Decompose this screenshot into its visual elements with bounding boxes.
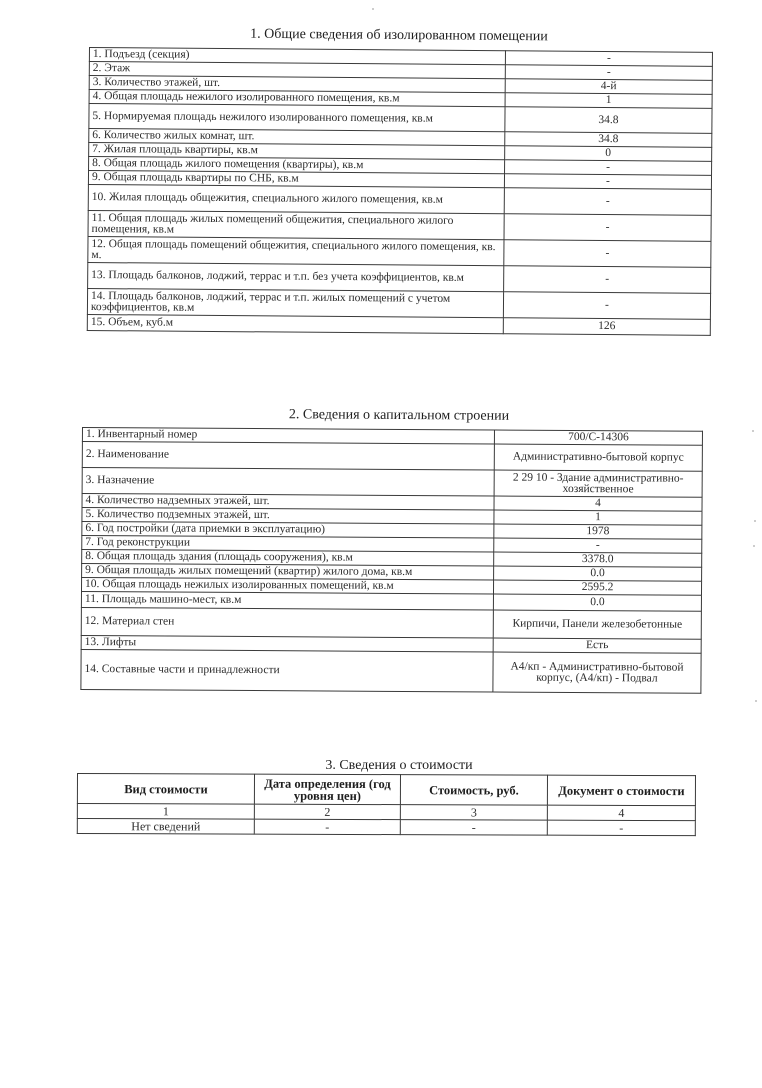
row-label: 4. Количество надземных этажей, шт. bbox=[82, 494, 494, 511]
column-header: Стоимость, руб. bbox=[400, 775, 547, 806]
row-value: 700/C-14306 bbox=[494, 430, 702, 445]
row-value: 2 29 10 - Здание административно-хозяйственное bbox=[494, 470, 702, 497]
row-value: - bbox=[504, 214, 711, 242]
scan-speck bbox=[753, 545, 755, 547]
row-label: 9. Общая площадь квартиры по СНБ, кв.м bbox=[88, 171, 504, 188]
table-row bbox=[82, 442, 702, 472]
row-value: 0.0 bbox=[494, 566, 702, 581]
row-value: А4/кп - Административно-бытовой корпус, (А4/кп) - Подвал bbox=[493, 652, 701, 693]
section3-title: 3. Сведения о стоимости bbox=[325, 758, 473, 773]
row-label: 1. Подъезд (секция) bbox=[89, 48, 505, 65]
row-value: Кирпичи, Панели железобетонные bbox=[493, 610, 701, 639]
row-value: - bbox=[504, 240, 711, 268]
row-label: 11. Общая площадь жилых помещений общежития, специального жилого помещения, кв.м bbox=[88, 210, 504, 239]
row-value: 2595.2 bbox=[493, 580, 701, 595]
column-header: Вид стоимости bbox=[77, 774, 254, 805]
table-header-row bbox=[77, 774, 695, 806]
row-value: 4-й bbox=[505, 79, 712, 95]
row-label: 12. Материал стен bbox=[81, 607, 493, 638]
column-number: 4 bbox=[547, 805, 695, 821]
column-header: Документ о стоимости bbox=[547, 775, 695, 806]
row-label: 5. Нормируемая площадь нежилого изолированного помещения, кв.м bbox=[89, 104, 505, 132]
row-label: 14. Составные части и принадлежности bbox=[81, 649, 493, 692]
section2-table bbox=[80, 427, 703, 694]
row-label: 2. Этаж bbox=[89, 62, 505, 79]
row-value: 34.8 bbox=[505, 132, 712, 148]
column-number: 3 bbox=[400, 805, 547, 821]
column-header: Дата определения (год уровня цен) bbox=[254, 774, 400, 805]
row-value: - bbox=[494, 538, 702, 553]
row-value: 1978 bbox=[494, 524, 702, 539]
row-value: - bbox=[505, 65, 712, 81]
table-row bbox=[81, 649, 701, 693]
scan-speck bbox=[372, 8, 374, 10]
row-label: 7. Жилая площадь квартиры, кв.м bbox=[89, 143, 505, 160]
row-label: 3. Количество этажей, шт. bbox=[89, 76, 505, 93]
row-value: 126 bbox=[503, 318, 710, 336]
row-value: - bbox=[505, 51, 712, 67]
row-label: 15. Объем, куб.м bbox=[87, 314, 503, 333]
section2-title: 2. Сведения о капитальном строении bbox=[288, 407, 510, 424]
section1-table bbox=[87, 47, 713, 336]
section1-title: 1. Общие сведения об изолированном помещении bbox=[250, 26, 548, 45]
column-number: 2 bbox=[254, 804, 400, 820]
row-label: 10. Жилая площадь общежития, специального жилого помещения, кв.м bbox=[88, 184, 504, 213]
row-value: - bbox=[504, 188, 711, 216]
scan-speck bbox=[755, 700, 757, 702]
row-label: 13. Площадь балконов, лоджий, террас и т.п. без учета коэффициентов, кв.м bbox=[88, 262, 504, 291]
row-value: - bbox=[504, 174, 711, 190]
row-value: Есть bbox=[493, 638, 701, 653]
scan-speck bbox=[754, 520, 756, 522]
row-value: 1 bbox=[505, 93, 712, 109]
row-label: 6. Год постройки (дата приемки в эксплуатацию) bbox=[82, 522, 494, 539]
row-value: Административно-бытовой корпус bbox=[494, 444, 702, 471]
table-row bbox=[82, 468, 702, 498]
row-label: 14. Площадь балконов, лоджий, террас и т.п. жилых помещений с учетом коэффициентов, кв.м bbox=[87, 288, 503, 317]
table-row bbox=[81, 607, 701, 639]
row-label: 1. Инвентарный номер bbox=[82, 428, 494, 445]
row-value: 0 bbox=[505, 146, 712, 162]
row-label: 8. Общая площадь здания (площадь сооружения), кв.м bbox=[82, 550, 494, 567]
row-value: - bbox=[504, 266, 711, 294]
row-value: 4 bbox=[494, 496, 702, 511]
table-row bbox=[77, 819, 695, 836]
row-label: 3. Назначение bbox=[82, 468, 494, 497]
row-label: 5. Количество подземных этажей, шт. bbox=[82, 508, 494, 525]
row-label: 12. Общая площадь помещений общежития, специального жилого помещения, кв. м. bbox=[88, 236, 504, 265]
cost-cell: - bbox=[254, 819, 400, 835]
row-label: 7. Год реконструкции bbox=[82, 536, 494, 553]
row-value: 0.0 bbox=[493, 594, 701, 611]
scan-speck bbox=[752, 430, 754, 432]
row-value: - bbox=[503, 292, 710, 320]
row-label: 10. Общая площадь нежилых изолированных помещений, кв.м bbox=[81, 578, 493, 595]
row-label: 13. Лифты bbox=[81, 635, 493, 652]
row-label: 2. Наименование bbox=[82, 442, 494, 471]
section3-table bbox=[77, 773, 696, 836]
cost-cell: - bbox=[547, 820, 695, 836]
row-value: 1 bbox=[494, 510, 702, 525]
row-value: 3378.0 bbox=[494, 552, 702, 567]
row-value: 34.8 bbox=[505, 107, 712, 134]
cost-cell: Нет сведений bbox=[77, 819, 254, 835]
row-label: 11. Площадь машино-мест, кв.м bbox=[81, 592, 493, 611]
row-label: 6. Количество жилых комнат, шт. bbox=[89, 129, 505, 146]
row-label: 9. Общая площадь жилых помещений (квартир) жилого дома, кв.м bbox=[82, 564, 494, 581]
row-label: 4. Общая площадь нежилого изолированного помещения, кв.м bbox=[89, 90, 505, 107]
cost-cell: - bbox=[400, 820, 547, 836]
row-label: 8. Общая площадь жилого помещения (квартиры), кв.м bbox=[89, 157, 505, 174]
row-value: - bbox=[505, 160, 712, 176]
column-number: 1 bbox=[77, 804, 254, 820]
